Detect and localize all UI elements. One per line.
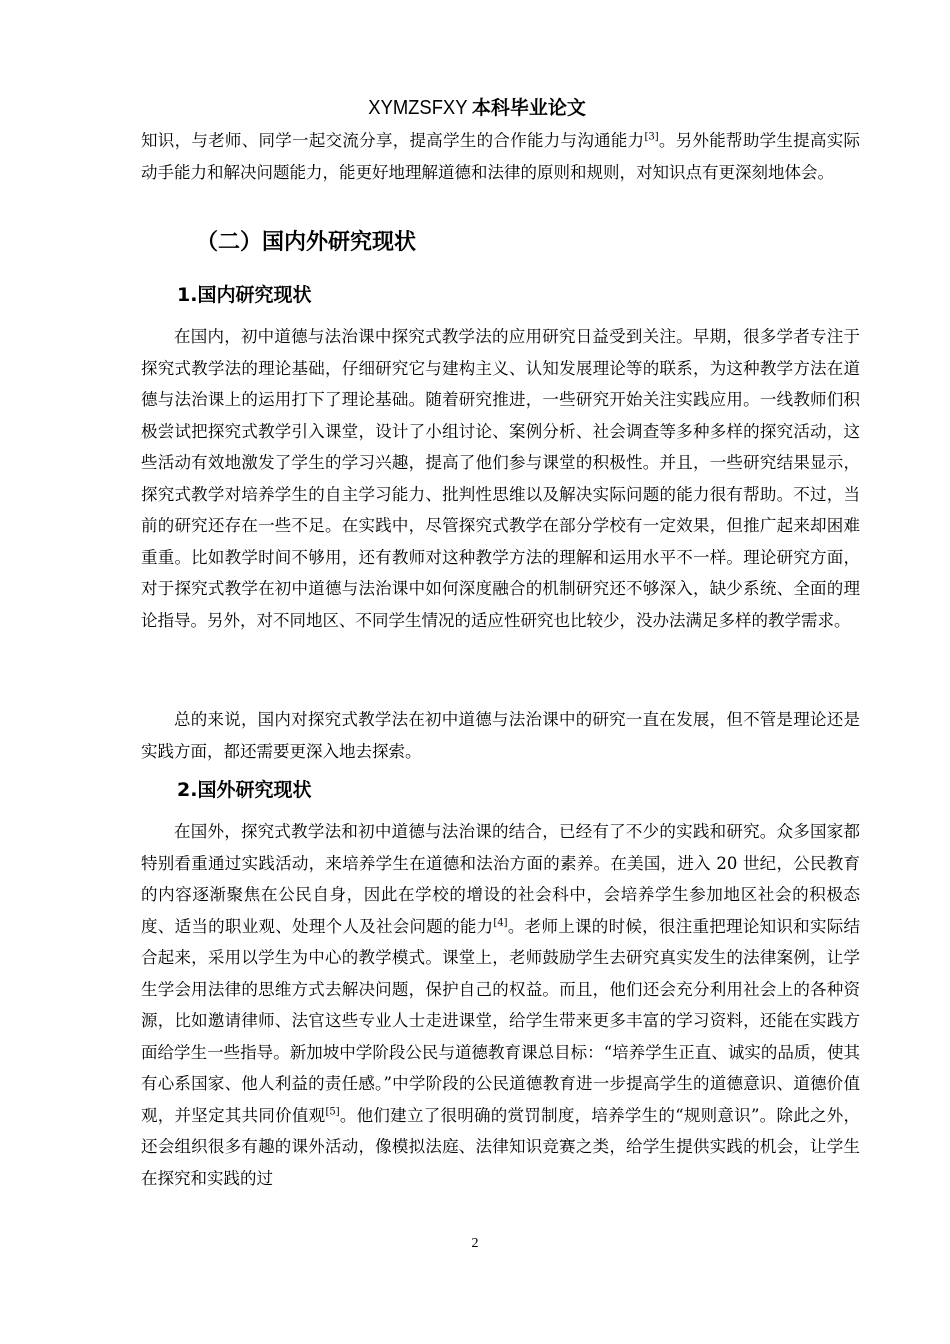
citation-ref: [5]: [325, 1106, 340, 1117]
paragraph-intro-continued: [141, 125, 860, 188]
subsection-heading-foreign: 2.国外研究现状: [177, 779, 312, 801]
citation-ref: [4]: [493, 917, 508, 928]
header-code: XYMZSFXY: [368, 97, 468, 119]
paragraph-text: 。另外能帮助学生提高实际动手能力和解决问题能力，能更好地理解道德和法律的原则和规则，对知识点有更深刻地体会。: [141, 131, 861, 182]
page-number: 2: [471, 1236, 479, 1251]
paragraph-text: 。他们建立了很明确的赏罚制度，培养学生的“规则意识”。除此之外，还会组织很多有趣的课外活动，像模拟法庭、法律知识竞赛之类，给学生提供实践的机会，让学生在探究和实践的过: [141, 1105, 861, 1188]
paragraph-text: 知识，与老师、同学一起交流分享，提高学生的合作能力与沟通能力: [141, 131, 645, 150]
section-heading: （二）国内外研究现状: [196, 230, 417, 255]
citation-ref: [3]: [644, 131, 659, 143]
paragraph-domestic-summary: 总的来说，国内对探究式教学法在初中道德与法治课中的研究一直在发展，但不管是理论还是实践方面，都还需要更深入地去探索。: [141, 710, 860, 761]
header-title: 本科毕业论文: [471, 97, 586, 119]
paragraph-foreign-research: [141, 816, 860, 1194]
page-header: [0, 94, 950, 121]
paragraph-domestic-research: 在国内，初中道德与法治课中探究式教学法的应用研究日益受到关注。早期，很多学者专注于探究式教学法的理论基础，仔细研究它与建构主义、认知发展理论等的联系，为这种教学方法在道德与法治课上的运用打下了理论基础。随着研究推进，一些研究开始关注实践应用。一线教师们积极尝试把探究式教学引入课堂，设计了小组讨论、案例分析、社会调查等多种多样的探究活动，这些活动有效地激发了学生的学习兴趣，提高了他们参与课堂的积极性。并且，一些研究结果显示，探究式教学对培养学生的自主学习能力、批判性思维以及解决实际问题的能力很有帮助。不过，当前的研究还存在一些不足。在实践中，尽管探究式教学在部分学校有一定效果，但推广起来却困难重重。比如教学时间不够用，还有教师对这种教学方法的理解和运用水平不一样。理论研究方面，对于探究式教学在初中道德与法治课中如何深度融合的机制研究还不够深入，缺少系统、全面的理论指导。另外，对不同地区、不同学生情况的适应性研究也比较少，没办法满足多样的教学需求。: [141, 327, 860, 630]
paragraph-text: 在国外，探究式教学法和初中道德与法治课的结合，已经有了不少的实践和研究。众多国家都特别看重通过实践活动，来培养学生在道德和法治方面的素养。在美国，进入 20 世纪，公民教育的内容逐渐聚焦在公民自身，因此在学校的增设的社会科中，会培养学生参加地区社会的积极态度、适当的职业观、处理个人及社会问题的能力: [141, 822, 860, 936]
subsection-heading-domestic: 1.国内研究现状: [177, 284, 312, 306]
paragraph-text: 。老师上课的时候，很注重把理论知识和实际结合起来，采用以学生为中心的教学模式。课堂上，老师鼓励学生去研究真实发生的法律案例，让学生学会用法律的思维方式去解决问题，保护自己的权益。而且，他们还会充分利用社会上的各种资源，比如邀请律师、法官这些专业人士走进课堂，给学生带来更多丰富的学习资料，还能在实践方面给学生一些指导。新加坡中学阶段公民与道德教育课总目标：“培养学生正直、诚实的品质，使其有心系国家、他人利益的责任感。”中学阶段的公民道德教育进一步提高学生的道德意识、道德价值观，并坚定其共同价值观: [141, 916, 861, 1125]
